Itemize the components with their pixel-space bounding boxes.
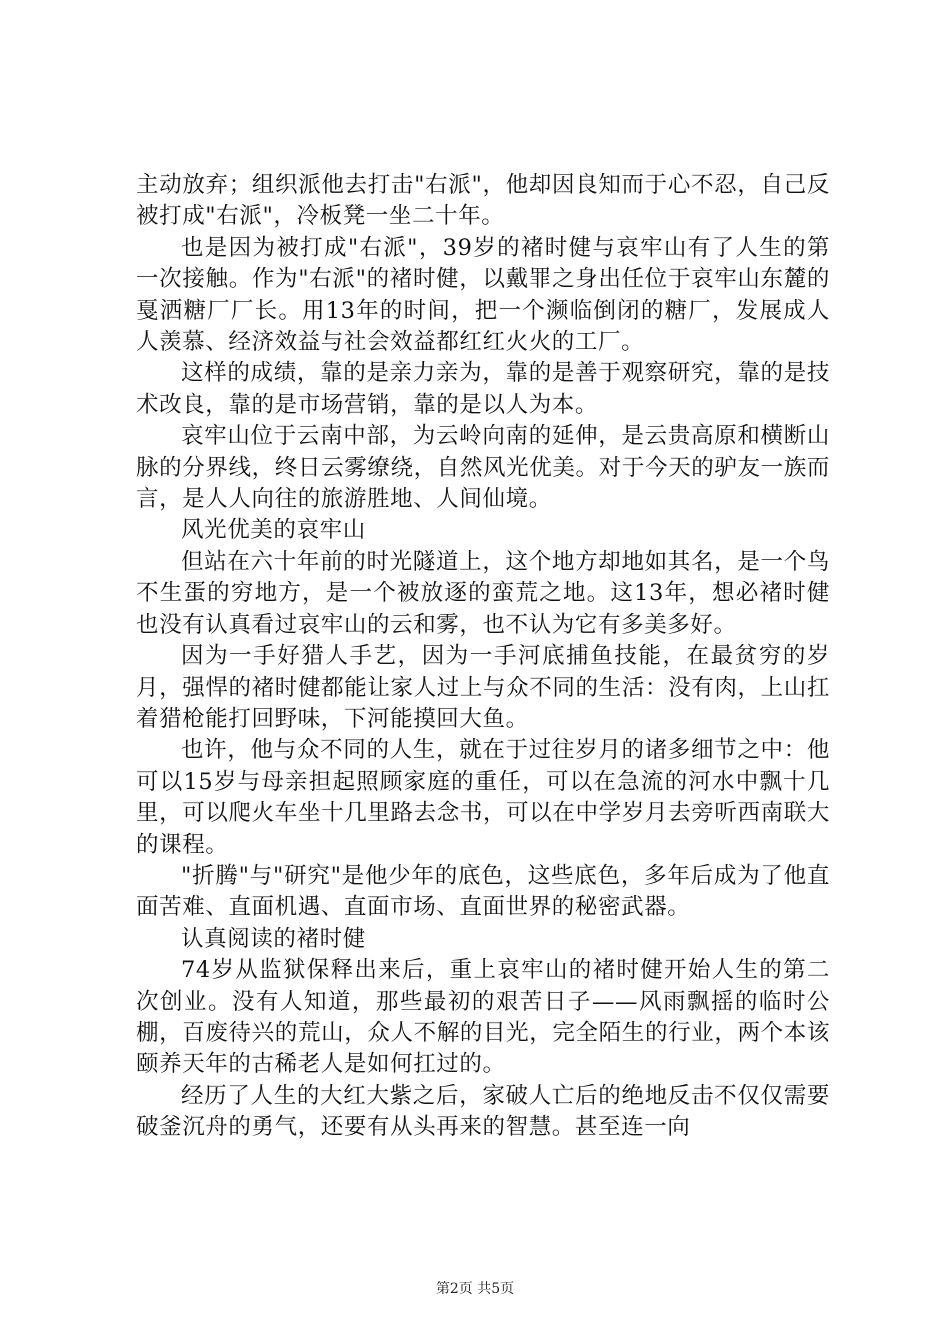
paragraph: 也许，他与众不同的人生，就在于过往岁月的诸多细节之中：他可以15岁与母亲担起照顾家庭的重任，可以在急流的河水中飘十几里，可以爬火车坐十几里路去念书，可以在中学岁月去旁听西南联大的课程。 <box>136 737 830 858</box>
paragraph: 因为一手好猎人手艺，因为一手河底捕鱼技能，在最贫穷的岁月，强悍的褚时健都能让家人过上与众不同的生活：没有肉，上山扛着猎枪能打回野味，下河能摸回大鱼。 <box>136 643 830 732</box>
paragraph: 74岁从监狱保释出来后，重上哀牢山的褚时健开始人生的第二次创业。没有人知道，那些最初的艰苦日子——风雨飘摇的临时公棚，百废待兴的荒山，众人不解的目光，完全陌生的行业，两个本该颐养天年的古稀老人是如何扛过的。 <box>136 957 830 1078</box>
paragraph: 哀牢山位于云南中部，为云岭向南的延伸，是云贵高原和横断山脉的分界线，终日云雾缭绕，自然风光优美。对于今天的驴友一族而言，是人人向往的旅游胜地、人间仙境。 <box>136 423 830 513</box>
paragraph: 但站在六十年前的时光隧道上，这个地方却地如其名，是一个鸟不生蛋的穷地方，是一个被放逐的蛮荒之地。这13年，想必褚时健也没有认真看过哀牢山的云和雾，也不认为它有多美多好。 <box>136 548 830 638</box>
paragraph: "折腾"与"研究"是他少年的底色，这些底色，多年后成为了他直面苦难、直面机遇、直面市场、直面世界的秘密武器。 <box>136 862 830 921</box>
document-body <box>136 170 830 1144</box>
image-caption: 风光优美的哀牢山 <box>181 517 366 544</box>
page-number-footer: 第2页 共5页 <box>435 1281 515 1297</box>
paragraph: 主动放弃；组织派他去打击"右派"，他却因良知而于心不忍，自己反被打成"右派"，冷板凳一坐二十年。 <box>136 172 830 230</box>
paragraph: 也是因为被打成"右派"，39岁的褚时健与哀牢山有了人生的第一次接触。作为"右派"的褚时健，以戴罪之身出任位于哀牢山东麓的戛洒糖厂厂长。用13年的时间，把一个濒临倒闭的糖厂，发展成人人羡慕、经济效益与社会效益都红红火火的工厂。 <box>136 234 830 356</box>
image-caption: 认真阅读的褚时健 <box>181 925 366 952</box>
paragraph: 经历了人生的大红大紫之后，家破人亡后的绝地反击不仅仅需要破釜沉舟的勇气，还要有从头再来的智慧。甚至连一向 <box>136 1082 830 1141</box>
paragraph: 这样的成绩，靠的是亲力亲为，靠的是善于观察研究，靠的是技术改良，靠的是市场营销，靠的是以人为本。 <box>136 360 830 418</box>
